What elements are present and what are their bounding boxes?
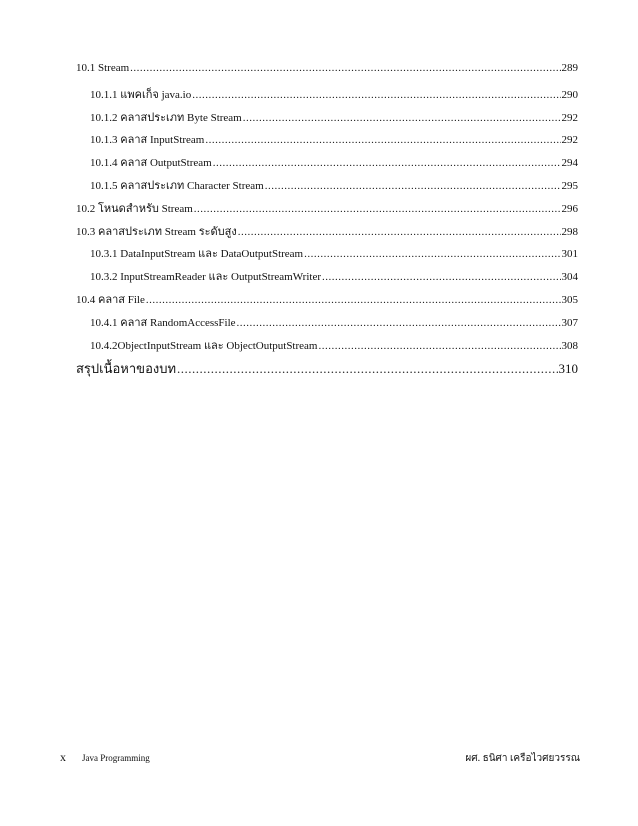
toc-page-number: 307 xyxy=(561,316,578,329)
dot-leader xyxy=(177,361,557,377)
dot-leader xyxy=(238,226,561,238)
toc-entry-title: 10.1.3 คลาส InputStream xyxy=(90,134,205,147)
toc-entry[interactable] xyxy=(76,199,578,222)
toc-page-number: 310 xyxy=(558,361,578,377)
toc-page-number: 296 xyxy=(561,202,578,215)
toc-entry[interactable] xyxy=(76,62,578,85)
toc-entry-title: 10.4.2ObjectInputStream และ ObjectOutputStream xyxy=(90,339,318,352)
toc-page-number: 294 xyxy=(561,157,578,170)
toc-entry[interactable] xyxy=(76,130,578,153)
toc-entry-title: สรุปเนื้อหาของบท xyxy=(76,361,177,377)
dot-leader xyxy=(237,317,561,329)
toc-page-number: 298 xyxy=(561,225,578,238)
toc-page-number: 308 xyxy=(561,339,578,352)
dot-leader xyxy=(213,157,561,169)
toc-page-number: 301 xyxy=(561,248,578,261)
book-title: Java Programming xyxy=(82,753,150,763)
dot-leader xyxy=(304,248,560,260)
toc-entry[interactable] xyxy=(76,313,578,336)
toc-entry-title: 10.3.1 DataInputStream และ DataOutputStream xyxy=(90,248,304,261)
dot-leader xyxy=(192,89,560,101)
toc-entry-title: 10.1 Stream xyxy=(76,62,130,74)
toc-page-number: 292 xyxy=(561,134,578,147)
toc-entry[interactable] xyxy=(76,336,578,359)
dot-leader xyxy=(243,112,561,124)
toc-page-number: 289 xyxy=(561,62,578,74)
toc-entry-summary[interactable] xyxy=(76,358,578,381)
toc-page-number: 290 xyxy=(561,88,578,101)
dot-leader xyxy=(194,203,561,215)
page-footer xyxy=(60,750,580,766)
toc-entry-title: 10.4 คลาส File xyxy=(76,293,145,306)
toc-entry[interactable] xyxy=(76,290,578,313)
toc-entry-title: 10.1.1 แพคเก็จ java.io xyxy=(90,88,192,101)
toc-page-number: 292 xyxy=(561,111,578,124)
toc-entry[interactable] xyxy=(76,153,578,176)
dot-leader xyxy=(205,134,560,146)
toc-entry[interactable] xyxy=(76,222,578,245)
author-name: ผศ. ธนิศา เครือไวศยวรรณ xyxy=(465,753,580,764)
dot-leader xyxy=(265,180,561,192)
dot-leader xyxy=(318,340,560,352)
toc-entry[interactable] xyxy=(76,244,578,267)
toc-entry-title: 10.3 คลาสประเภท Stream ระดับสูง xyxy=(76,225,237,238)
toc-entry[interactable] xyxy=(76,176,578,199)
toc-page-number: 305 xyxy=(561,293,578,306)
dot-leader xyxy=(322,271,561,283)
toc-entry-title: 10.1.5 คลาสประเภท Character Stream xyxy=(90,179,264,192)
toc-entry[interactable] xyxy=(76,267,578,290)
table-of-contents xyxy=(76,62,578,381)
toc-page-number: 304 xyxy=(561,271,578,284)
toc-entry-title: 10.2 โหนดสำหรับ Stream xyxy=(76,202,193,215)
toc-entry[interactable] xyxy=(76,85,578,108)
toc-entry-title: 10.4.1 คลาส RandomAccessFile xyxy=(90,316,236,329)
toc-entry-title: 10.1.4 คลาส OutputStream xyxy=(90,157,212,170)
toc-page-number: 295 xyxy=(561,179,578,192)
dot-leader xyxy=(146,294,561,306)
toc-entry-title: 10.1.2 คลาสประเภท Byte Stream xyxy=(90,111,242,124)
toc-entry-title: 10.3.2 InputStreamReader และ OutputStreamWriter xyxy=(90,271,321,284)
page-number-roman: x xyxy=(60,750,66,764)
toc-entry[interactable] xyxy=(76,108,578,131)
dot-leader xyxy=(130,62,560,74)
